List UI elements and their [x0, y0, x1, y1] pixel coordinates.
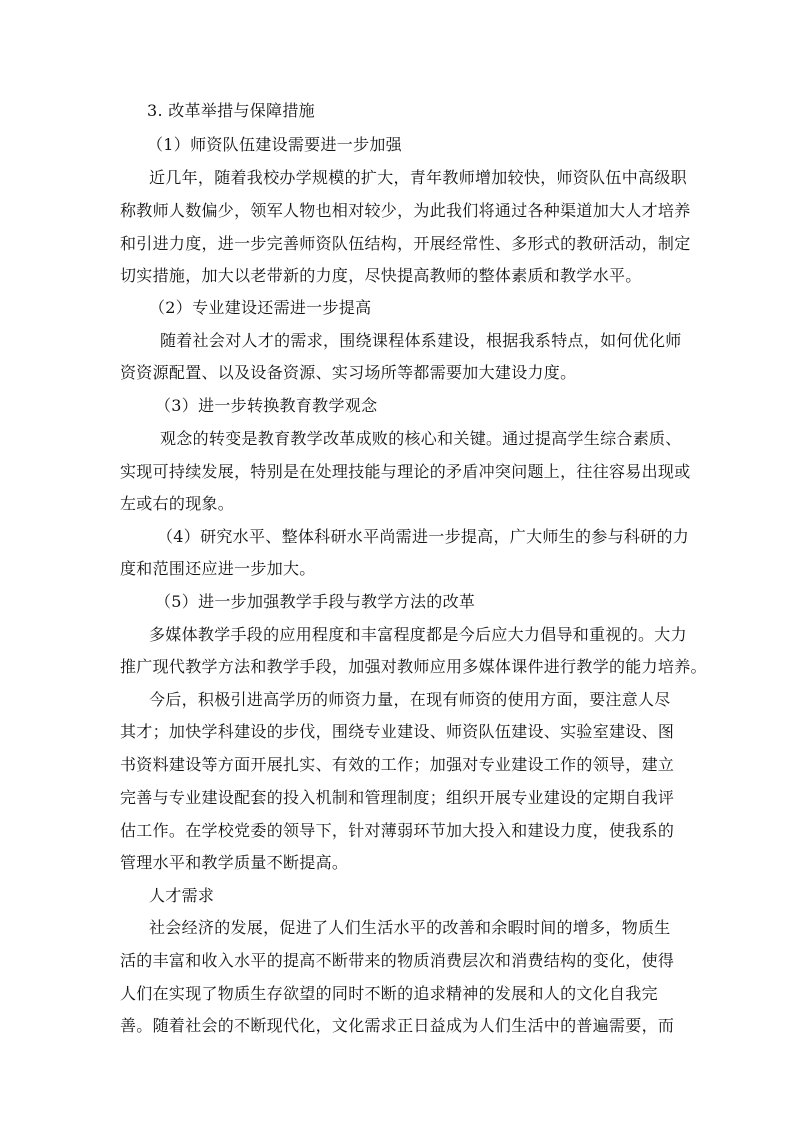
paragraph-line: 管理水平和教学质量不断提高。: [120, 853, 349, 872]
paragraph-line: 多媒体教学手段的应用程度和丰富程度都是今后应大力倡导和重视的。大力: [149, 625, 687, 644]
paragraph-line: 推广现代教学方法和教学手段，加强对教师应用多媒体课件进行教学的能力培养。: [120, 657, 707, 676]
paragraph-line: 称教师人数偏少，领军人物也相对较少，为此我们将通过各种渠道加大人才培养: [120, 201, 691, 220]
paragraph-line: 活的丰富和收入水平的提高不断带来的物质消费层次和消费结构的变化，使得: [120, 951, 675, 970]
paragraph-line: 其才；加快学科建设的步伐，围绕专业建设、师资队伍建设、实验室建设、图: [120, 722, 675, 741]
section-heading: 人才需求: [149, 886, 215, 905]
paragraph-line: （4）研究水平、整体科研水平尚需进一步提高，广大师生的参与科研的力: [157, 527, 690, 546]
paragraph-line: 社会经济的发展，促进了人们生活水平的改善和余暇时间的增多，物质生: [149, 918, 671, 937]
paragraph-line: 资资源配置、以及设备资源、实习场所等都需要加大建设力度。: [120, 363, 577, 382]
paragraph-line: 完善与专业建设配套的投入机制和管理制度；组织开展专业建设的定期自我评: [120, 788, 675, 807]
section-heading: 3. 改革举措与保障措施: [147, 101, 315, 120]
subheading: （5）进一步加强教学手段与教学方法的改革: [155, 592, 476, 611]
subheading: （1）师资队伍建设需要进一步加强: [147, 135, 402, 154]
paragraph-line: 观念的转变是教育教学改革成败的核心和关键。通过提高学生综合素质、: [160, 429, 682, 448]
paragraph-line: 实现可持续发展，特别是在处理技能与理论的矛盾冲突问题上，往往容易出现或: [120, 462, 691, 481]
subheading: （3）进一步转换教育教学观念: [155, 396, 378, 415]
paragraph-line: 左或右的现象。: [120, 494, 235, 513]
paragraph-line: 随着社会对人才的需求，围绕课程体系建设，根据我系特点，如何优化师: [160, 331, 682, 350]
paragraph-line: 度和范围还应进一步加大。: [120, 559, 316, 578]
paragraph-line: 和引进力度，进一步完善师资队伍结构，开展经常性、多形式的教研活动，制定: [120, 234, 691, 253]
paragraph-line: 书资料建设等方面开展扎实、有效的工作；加强对专业建设工作的领导，建立: [120, 755, 675, 774]
subheading: （2）专业建设还需进一步提高: [149, 298, 372, 317]
paragraph-line: 善。随着社会的不断现代化，文化需求正日益成为人们生活中的普遍需要，而: [120, 1016, 675, 1035]
paragraph-line: 切实措施，加大以老带新的力度，尽快提高教师的整体素质和教学水平。: [120, 266, 642, 285]
paragraph-line: 近几年，随着我校办学规模的扩大，青年教师增加较快，师资队伍中高级职: [149, 168, 687, 187]
paragraph-line: 估工作。在学校党委的领导下，针对薄弱环节加大投入和建设力度，使我系的: [120, 821, 675, 840]
paragraph-line: 人们在实现了物质生存欲望的同时不断的追求精神的发展和人的文化自我完: [120, 984, 658, 1003]
paragraph-line: 今后，积极引进高学历的师资力量，在现有师资的使用方面，要注意人尽: [149, 690, 671, 709]
